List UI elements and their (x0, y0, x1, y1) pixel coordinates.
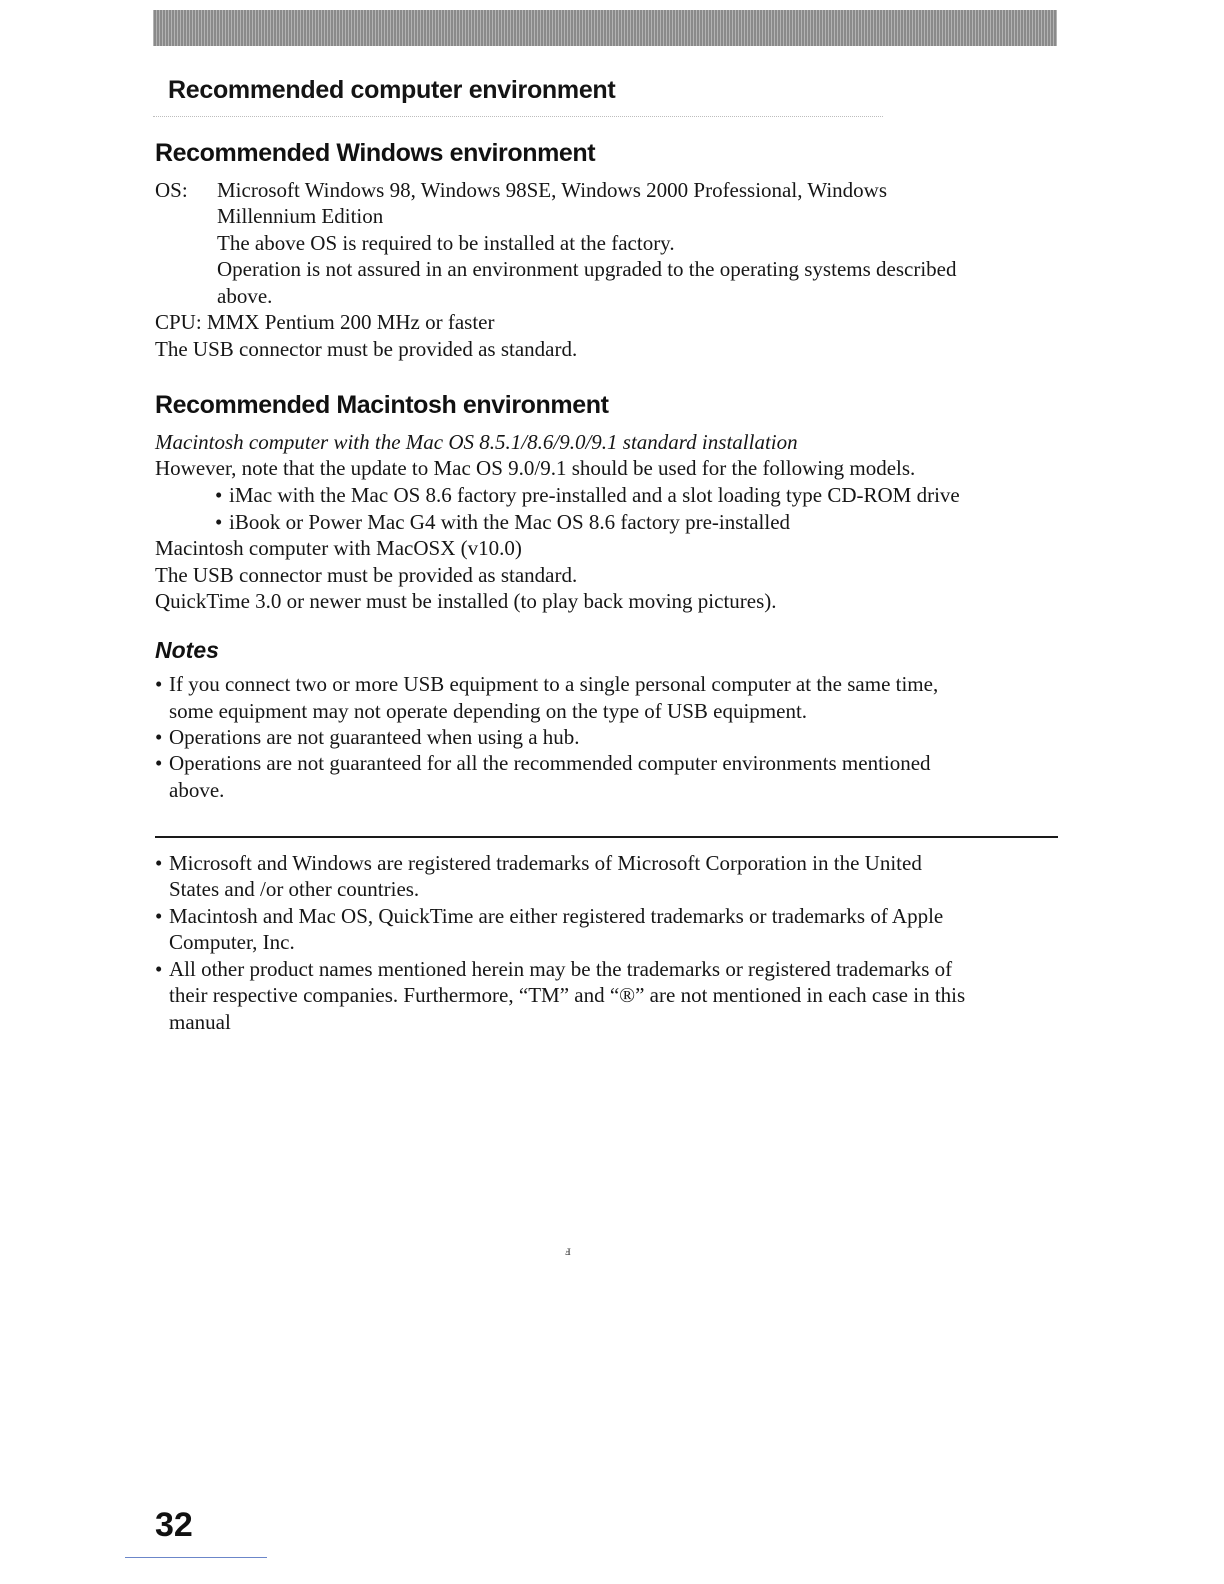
trademark-item (155, 903, 943, 930)
title-divider (153, 116, 883, 117)
mac-bullet-item (215, 482, 960, 509)
bullet-glyph: • (215, 510, 223, 534)
note-item (155, 724, 580, 751)
section-divider (155, 836, 1058, 838)
bullet-glyph: • (155, 904, 163, 928)
mac-line: The USB connector must be provided as standard. (155, 563, 578, 587)
mac-line: Macintosh computer with MacOSX (v10.0) (155, 536, 522, 560)
trademark-text: Computer, Inc. (169, 930, 295, 954)
os-line: Microsoft Windows 98, Windows 98SE, Windows 2000 Professional, Windows (217, 178, 887, 202)
note-text: If you connect two or more USB equipment to a single personal computer at the same time, (169, 672, 939, 696)
bullet-glyph: • (155, 957, 163, 981)
note-text: Operations are not guaranteed for all the recommended computer environments mentioned (169, 751, 931, 775)
bullet-glyph: • (155, 751, 163, 775)
macintosh-heading: Recommended Macintosh environment (155, 391, 609, 419)
trademark-text: All other product names mentioned herein may be the trademarks or registered trademarks of (169, 957, 953, 981)
os-label: OS: (155, 178, 188, 202)
os-line: Operation is not assured in an environment upgraded to the operating systems described (217, 257, 957, 281)
note-text: above. (169, 778, 225, 802)
trademark-item (155, 850, 922, 877)
bullet-glyph: • (215, 483, 223, 507)
trademark-text: manual (169, 1010, 231, 1034)
os-line: Millennium Edition (217, 204, 384, 228)
os-line: above. (217, 284, 273, 308)
note-text: Operations are not guaranteed when using a hub. (169, 725, 580, 749)
note-item (155, 750, 931, 777)
trademark-text: Microsoft and Windows are registered trademarks of Microsoft Corporation in the United (169, 851, 922, 875)
bullet-glyph: • (155, 725, 163, 749)
trademark-item (155, 956, 952, 983)
cpu-requirement: CPU: MMX Pentium 200 MHz or faster (155, 310, 495, 334)
mac-line: However, note that the update to Mac OS 9.0/9.1 should be used for the following models. (155, 456, 916, 480)
mac-bullet-item (215, 509, 790, 536)
mac-bullet-text: iBook or Power Mac G4 with the Mac OS 8.6 factory pre-installed (229, 510, 791, 534)
scan-speck: ⅎ (565, 1244, 571, 1259)
usb-requirement: The USB connector must be provided as standard. (155, 337, 578, 361)
notes-heading: Notes (155, 637, 219, 663)
note-item (155, 671, 938, 698)
mac-bullet-text: iMac with the Mac OS 8.6 factory pre-installed and a slot loading type CD-ROM drive (229, 483, 960, 507)
footer-line (125, 1557, 267, 1558)
windows-heading: Recommended Windows environment (155, 139, 596, 167)
page-number: 32 (155, 1506, 193, 1544)
note-text: some equipment may not operate depending on the type of USB equipment. (169, 699, 808, 723)
trademark-text: States and /or other countries. (169, 877, 420, 901)
mac-line: Macintosh computer with the Mac OS 8.5.1/8.6/9.0/9.1 standard installation (155, 430, 798, 454)
page-title: Recommended computer environment (168, 76, 616, 104)
trademark-text: Macintosh and Mac OS, QuickTime are either registered trademarks or trademarks of Apple (169, 904, 944, 928)
os-line: The above OS is required to be installed at the factory. (217, 231, 675, 255)
trademark-text: their respective companies. Furthermore, “TM” and “®” are not mentioned in each case in this (169, 983, 966, 1007)
bullet-glyph: • (155, 851, 163, 875)
mac-line: QuickTime 3.0 or newer must be installed (to play back moving pictures). (155, 589, 777, 613)
header-bar (153, 10, 1057, 46)
bullet-glyph: • (155, 672, 163, 696)
